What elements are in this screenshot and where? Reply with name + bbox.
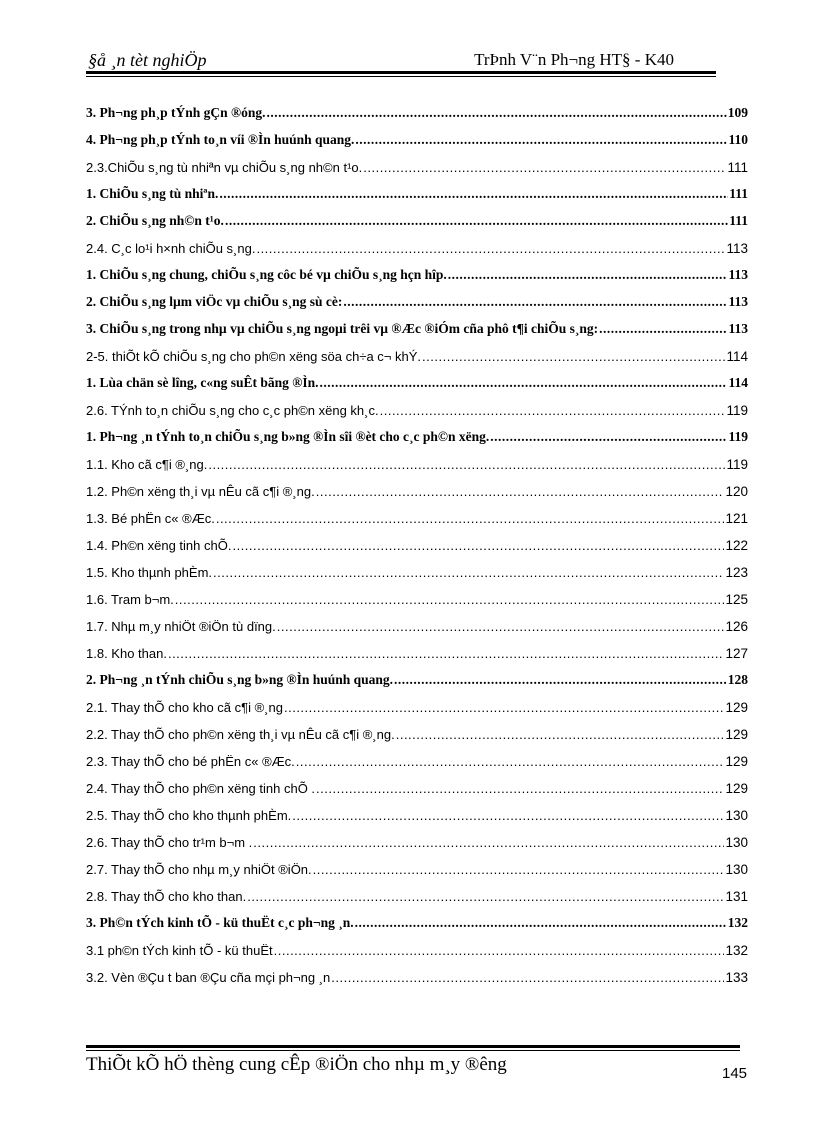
toc-entry-title: 2-5. thiÕt kÕ chiÕu s¸ng cho ph©n xëng söa ch÷a c¬ khÝ. xyxy=(86,349,422,364)
toc-entry-page: 132 xyxy=(727,915,748,930)
toc-entry-page: 130 xyxy=(725,862,748,877)
toc-entry-page: 114 xyxy=(726,349,748,364)
toc-entry-title: 2.4. C¸c lo¹i h×nh chiÕu s¸ng. xyxy=(86,241,256,256)
footer-rule-thin xyxy=(86,1050,740,1051)
toc-leader-dots xyxy=(213,565,724,580)
toc-entry-title: 3. Ph©n tÝch kinh tÕ - kü thuËt c¸c ph¬ng ¸n. xyxy=(86,915,354,930)
toc-leader-dots xyxy=(355,132,727,148)
toc-entry-page: 126 xyxy=(725,619,748,634)
toc-leader-dots xyxy=(175,592,725,607)
table-of-contents xyxy=(86,94,748,985)
toc-entry-title: 1. ChiÕu s¸ng tù nhiªn. xyxy=(86,186,219,201)
toc-entry-page: 113 xyxy=(728,321,748,336)
toc-entry-title: 1.5. Kho thµnh phÈm. xyxy=(86,565,213,580)
toc-entry[interactable] xyxy=(86,931,748,958)
toc-entry-page: 130 xyxy=(725,835,748,850)
toc-entry-page: 133 xyxy=(725,970,748,985)
toc-entry-title: 1. ChiÕu s¸ng chung, chiÕu s¸ng côc bé vµ chiÕu s¸ng hçn hîp. xyxy=(86,267,447,282)
toc-entry-title: 2.6. TÝnh to¸n chiÕu s¸ng cho c¸c ph©n xëng kh¸c. xyxy=(86,403,379,418)
toc-leader-dots xyxy=(316,484,725,499)
toc-entry-title: 1.3. Bé phËn c« ®Æc. xyxy=(86,511,215,526)
toc-entry-page: 111 xyxy=(729,213,748,228)
toc-leader-dots xyxy=(225,213,728,229)
toc-entry[interactable] xyxy=(86,796,748,823)
toc-leader-dots xyxy=(284,700,724,715)
toc-entry-title: 4. Ph¬ng ph¸p tÝnh to¸n víi ®Ìn huúnh quang. xyxy=(86,132,355,147)
toc-entry[interactable] xyxy=(86,148,748,175)
toc-entry-page: 129 xyxy=(725,700,748,715)
toc-entry[interactable] xyxy=(86,526,748,553)
toc-entry-title: 2.6. Thay thÕ cho tr¹m b¬m . xyxy=(86,835,253,850)
toc-entry-page: 114 xyxy=(728,375,748,390)
footer-title: ThiÕt kÕ hÖ thèng cung cÊp ®iÖn cho nhµ m¸y ®êng xyxy=(86,1054,507,1075)
toc-entry-page: 110 xyxy=(728,132,748,147)
toc-leader-dots xyxy=(168,646,725,661)
toc-leader-dots xyxy=(219,186,728,202)
toc-leader-dots xyxy=(363,160,726,175)
toc-entry-page: 111 xyxy=(727,160,748,175)
toc-entry[interactable] xyxy=(86,742,748,769)
toc-entry[interactable] xyxy=(86,877,748,904)
toc-leader-dots xyxy=(490,429,727,445)
toc-leader-dots xyxy=(274,943,725,958)
toc-entry-title: 1. Ph¬ng ¸n tÝnh to¸n chiÕu s¸ng b»ng ®Ìn sîi ®èt cho c¸c ph©n xëng. xyxy=(86,429,490,444)
toc-leader-dots xyxy=(313,862,725,877)
toc-leader-dots xyxy=(316,781,724,796)
toc-leader-dots xyxy=(247,889,724,904)
toc-entry-page: 131 xyxy=(725,889,748,904)
toc-entry-page: 120 xyxy=(725,484,748,499)
toc-entry-title: 2.3. Thay thÕ cho bé phËn c« ®Æc. xyxy=(86,754,295,769)
toc-entry[interactable] xyxy=(86,553,748,580)
toc-entry-title: 2.7. Thay thÕ cho nhµ m¸y nhiÖt ®iÖn. xyxy=(86,862,312,877)
toc-entry-title: 3.2. Vèn ®Çu t ban ®Çu cña mçi ph¬ng ¸n xyxy=(86,970,331,985)
footer-rule-thick xyxy=(86,1045,740,1048)
toc-leader-dots xyxy=(343,294,727,310)
toc-entry-title: 3. Ph¬ng ph¸p tÝnh gÇn ®óng. xyxy=(86,105,266,120)
toc-entry-page: 119 xyxy=(726,457,748,472)
toc-entry-title: 3. ChiÕu s¸ng trong nhµ vµ chiÕu s¸ng ngoµi trêi vµ ®Æc ®iÓm cña phô t¶i chiÕu s¸ng: xyxy=(86,321,599,336)
toc-entry-page: 121 xyxy=(725,511,748,526)
toc-entry-title: 2. Ph¬ng ¸n tÝnh chiÕu s¸ng b»ng ®Ìn huúnh quang. xyxy=(86,672,394,687)
page-header xyxy=(86,48,714,72)
toc-leader-dots xyxy=(355,915,727,931)
toc-entry-page: 109 xyxy=(727,105,748,120)
toc-entry[interactable] xyxy=(86,175,748,202)
toc-entry-title: 1.2. Ph©n xëng th¸i vµ nÊu cã c¶i ®¸ng. xyxy=(86,484,315,499)
toc-entry-page: 123 xyxy=(725,565,748,580)
toc-entry-page: 132 xyxy=(725,943,748,958)
toc-entry-page: 113 xyxy=(726,241,748,256)
toc-entry-page: 127 xyxy=(725,646,748,661)
toc-entry-page: 129 xyxy=(725,727,748,742)
toc-leader-dots xyxy=(296,754,725,769)
toc-entry-page: 113 xyxy=(728,294,748,309)
toc-leader-dots xyxy=(331,970,724,985)
toc-entry[interactable] xyxy=(86,634,748,661)
toc-entry-title: 2.8. Thay thÕ cho kho than. xyxy=(86,889,247,904)
toc-entry-title: 2.1. Thay thÕ cho kho cã c¶i ®¸ng xyxy=(86,700,283,715)
toc-entry-page: 130 xyxy=(725,808,748,823)
toc-entry-page: 119 xyxy=(728,429,748,444)
toc-entry[interactable] xyxy=(86,661,748,688)
toc-leader-dots xyxy=(253,835,724,850)
toc-entry-page: 128 xyxy=(727,672,748,687)
toc-entry-title: 1.4. Ph©n xëng tinh chÕ. xyxy=(86,538,232,553)
toc-entry[interactable] xyxy=(86,850,748,877)
toc-leader-dots xyxy=(394,672,727,688)
toc-entry-title: 2.4. Thay thÕ cho ph©n xëng tinh chÕ . xyxy=(86,781,316,796)
toc-entry-title: 2. ChiÕu s¸ng nh©n t¹o. xyxy=(86,213,224,228)
toc-leader-dots xyxy=(422,349,725,364)
toc-entry-title: 1.7. Nhµ m¸y nhiÖt ®iÖn tù dïng. xyxy=(86,619,276,634)
toc-leader-dots xyxy=(448,267,728,283)
toc-entry[interactable] xyxy=(86,715,748,742)
toc-entry[interactable] xyxy=(86,607,748,634)
toc-leader-dots xyxy=(599,321,727,337)
toc-entry-title: 2.3.ChiÕu s¸ng tù nhiªn vµ chiÕu s¸ng nh©n t¹o. xyxy=(86,160,363,175)
toc-entry-title: 2.2. Thay thÕ cho ph©n xëng th¸i vµ nÊu cã c¶i ®¸ng. xyxy=(86,727,395,742)
toc-leader-dots xyxy=(216,511,725,526)
toc-entry[interactable] xyxy=(86,310,748,337)
toc-leader-dots xyxy=(256,241,725,256)
toc-entry-title: 2. ChiÕu s¸ng lµm viÖc vµ chiÕu s¸ng sù cè: xyxy=(86,294,343,309)
header-rule-thick xyxy=(86,71,716,74)
header-rule-thin xyxy=(86,76,716,77)
toc-entry[interactable] xyxy=(86,418,748,445)
toc-entry-title: 1.6. Tram b¬m. xyxy=(86,592,174,607)
toc-entry[interactable] xyxy=(86,256,748,283)
toc-entry-page: 113 xyxy=(728,267,748,282)
toc-entry-title: 1.1. Kho cã c¶i ®¸ng. xyxy=(86,457,208,472)
page-number: 145 xyxy=(722,1065,748,1082)
header-right-author: TrÞnh V¨n Ph¬ng HT§ - K40 xyxy=(474,50,674,69)
toc-leader-dots xyxy=(396,727,725,742)
toc-leader-dots xyxy=(266,105,726,121)
toc-entry-page: 129 xyxy=(725,781,748,796)
toc-entry[interactable] xyxy=(86,283,748,310)
toc-entry[interactable] xyxy=(86,445,748,472)
toc-entry[interactable] xyxy=(86,202,748,229)
toc-entry[interactable] xyxy=(86,391,748,418)
toc-leader-dots xyxy=(277,619,725,634)
toc-entry[interactable] xyxy=(86,688,748,715)
toc-entry[interactable] xyxy=(86,121,748,148)
toc-leader-dots xyxy=(208,457,725,472)
toc-entry[interactable] xyxy=(86,823,748,850)
toc-entry-page: 119 xyxy=(726,403,748,418)
toc-entry-title: 1.8. Kho than. xyxy=(86,646,167,661)
toc-entry[interactable] xyxy=(86,229,748,256)
toc-entry-page: 129 xyxy=(725,754,748,769)
toc-entry-title: 1. Lùa chän sè lîng, c«ng suÊt bãng ®Ìn. xyxy=(86,375,319,390)
toc-entry[interactable] xyxy=(86,337,748,364)
toc-entry-page: 111 xyxy=(729,186,748,201)
toc-entry-page: 122 xyxy=(725,538,748,553)
toc-leader-dots xyxy=(380,403,726,418)
toc-entry[interactable] xyxy=(86,499,748,526)
header-left-title: §å ¸n tèt nghiÖp xyxy=(88,50,207,70)
toc-leader-dots xyxy=(292,808,724,823)
toc-entry[interactable] xyxy=(86,904,748,931)
toc-leader-dots xyxy=(232,538,724,553)
toc-entry[interactable] xyxy=(86,364,748,391)
toc-entry[interactable] xyxy=(86,472,748,499)
toc-leader-dots xyxy=(320,375,728,391)
toc-entry[interactable] xyxy=(86,958,748,985)
toc-entry-title: 3.1 ph©n tÝch kinh tÕ - kü thuËt xyxy=(86,943,273,958)
toc-entry-page: 125 xyxy=(725,592,748,607)
toc-entry[interactable] xyxy=(86,580,748,607)
toc-entry-title: 2.5. Thay thÕ cho kho thµnh phÈm. xyxy=(86,808,292,823)
toc-entry[interactable] xyxy=(86,94,748,121)
toc-entry[interactable] xyxy=(86,769,748,796)
